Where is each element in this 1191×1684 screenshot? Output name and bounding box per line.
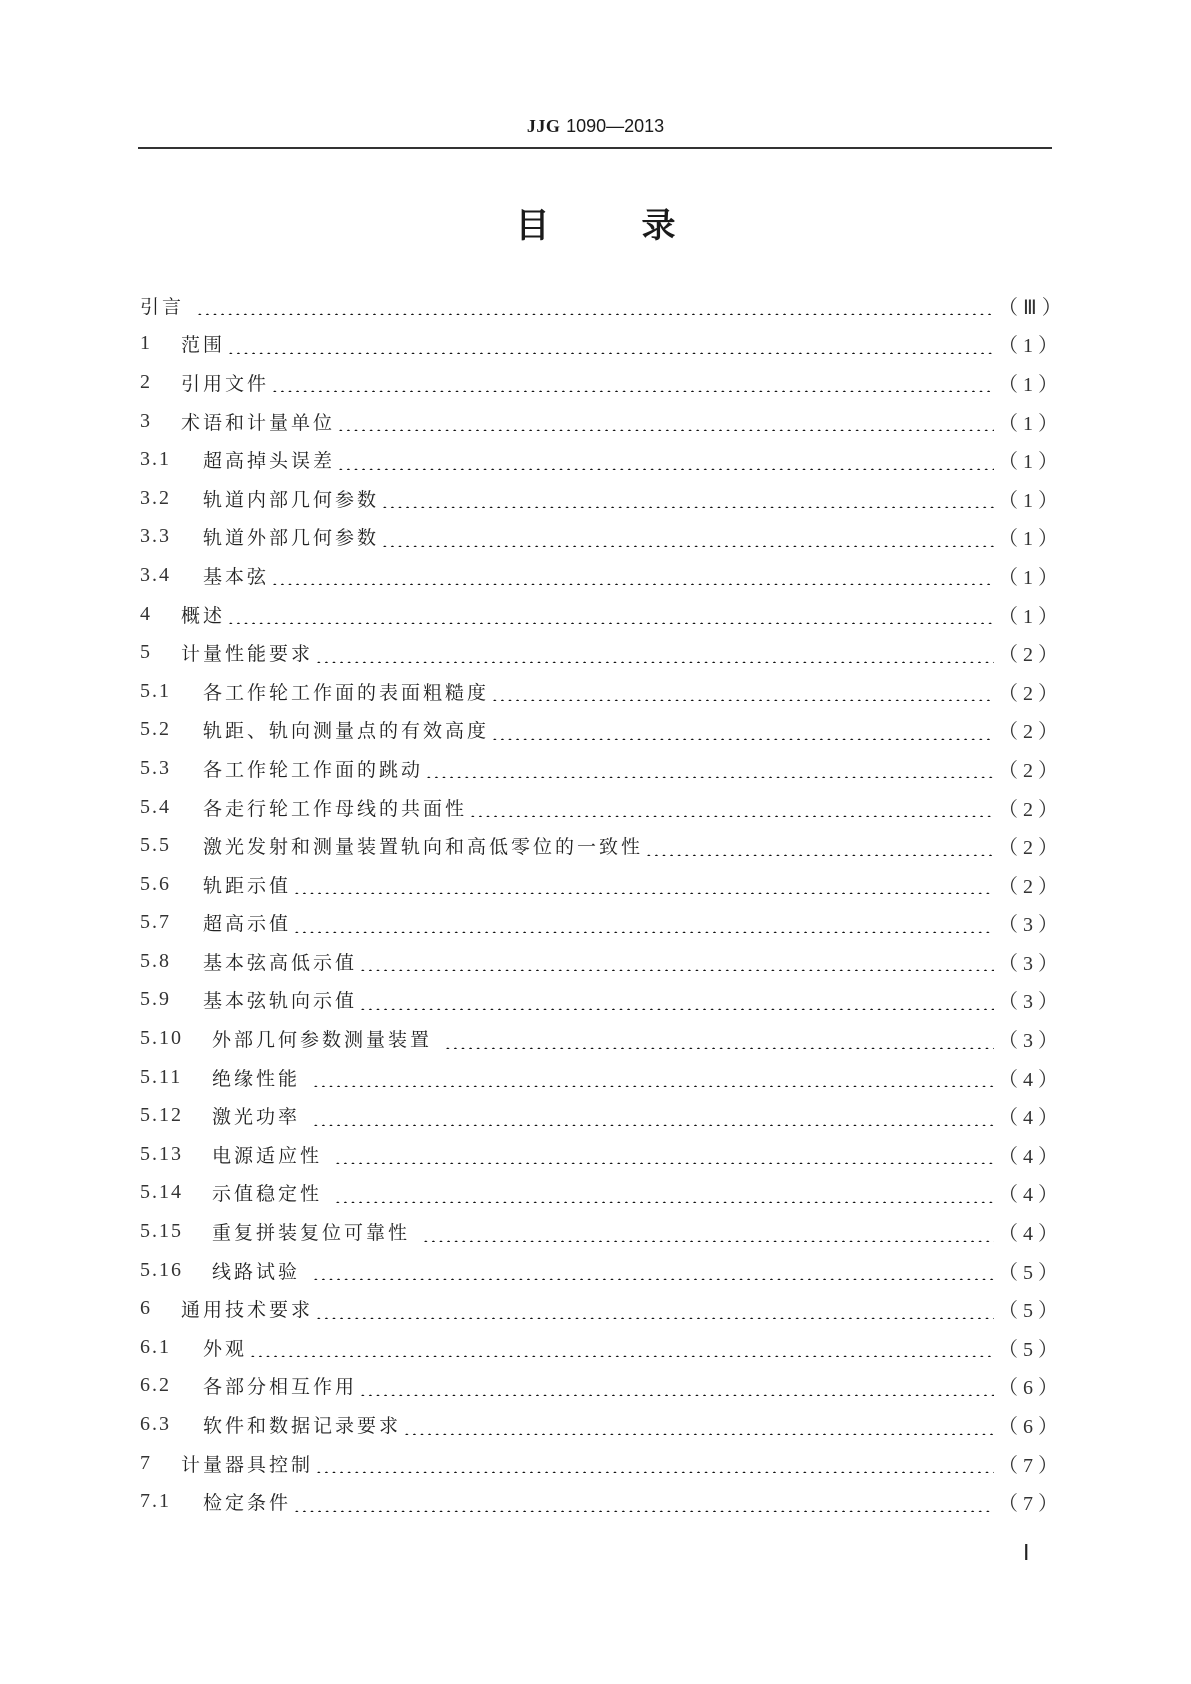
dot-leader: [381, 488, 994, 508]
toc-entry[interactable]: [140, 788, 1063, 827]
toc-entry-number: 5.14: [140, 1181, 183, 1204]
toc-entry-title: 基本弦高低示值: [203, 951, 358, 974]
toc-entry-title: 轨距、轨向测量点的有效高度: [203, 720, 490, 743]
toc-entry[interactable]: [140, 826, 1063, 865]
toc-entry[interactable]: [140, 1405, 1063, 1444]
toc-entry-number: 5.15: [140, 1220, 183, 1243]
dot-leader: [491, 720, 994, 740]
toc-entry-title: 各工作轮工作面的跳动: [203, 758, 424, 781]
title-char-1: 目: [515, 206, 550, 246]
toc-entry-title: 超高掉头误差: [203, 450, 336, 473]
toc-entry-page: （6）: [998, 1416, 1063, 1439]
standard-code: JJG: [526, 116, 561, 136]
toc-entry[interactable]: [140, 1212, 1063, 1251]
toc-entry-number: 5.5: [140, 834, 171, 857]
toc-entry-page: （2）: [998, 721, 1063, 744]
toc-entry-title: 各走行轮工作母线的共面性: [203, 797, 468, 820]
standard-number: 1090—2013: [566, 116, 665, 136]
toc-entry-page: （7）: [998, 1493, 1063, 1516]
toc-entry-number: 7: [140, 1451, 152, 1474]
dot-leader: [312, 1106, 994, 1126]
dot-leader: [249, 1337, 994, 1357]
page-folio: Ⅰ: [1023, 1540, 1030, 1565]
toc-entry-page: （3）: [998, 914, 1063, 937]
toc-entry-number: 5.12: [140, 1104, 183, 1127]
toc-entry[interactable]: [140, 1058, 1063, 1097]
toc-entry[interactable]: [140, 1251, 1063, 1290]
running-header: [0, 112, 1191, 141]
toc-entry-title: 线路试验: [212, 1260, 301, 1283]
dot-leader: [337, 411, 994, 431]
dot-leader: [359, 1376, 994, 1396]
dot-leader: [293, 913, 994, 933]
toc-entry-title: 各工作轮工作面的表面粗糙度: [203, 681, 490, 704]
toc-entry-title: 超高示值: [203, 913, 292, 936]
dot-leader: [444, 1029, 994, 1049]
toc-entry-number: 5.8: [140, 949, 171, 972]
toc-entry[interactable]: [140, 325, 1063, 364]
toc-entry-page: （7）: [998, 1454, 1063, 1477]
toc-entry-title: 基本弦: [203, 565, 270, 588]
dot-leader: [403, 1415, 994, 1435]
toc-entry-number: 6: [140, 1297, 152, 1320]
dot-leader: [227, 604, 994, 624]
toc-entry[interactable]: [140, 363, 1063, 402]
toc-entry-page: （1）: [998, 373, 1063, 396]
dot-leader: [359, 951, 994, 971]
toc-entry-page: （3）: [998, 952, 1063, 975]
toc-entry[interactable]: [140, 672, 1063, 711]
toc-entry-title: 术语和计量单位: [181, 411, 336, 434]
toc-entry-title: 轨距示值: [203, 874, 292, 897]
toc-entry-page: （2）: [998, 759, 1063, 782]
dot-leader: [312, 1260, 994, 1280]
toc-entry-title: 示值稳定性: [212, 1183, 323, 1206]
toc-entry[interactable]: [140, 1367, 1063, 1406]
dot-leader: [425, 758, 994, 778]
header-rule: [138, 147, 1052, 149]
toc-entry-title: 通用技术要求: [181, 1299, 314, 1322]
toc-entry-number: 6.2: [140, 1374, 171, 1397]
page-title: [0, 203, 1191, 249]
toc-entry-number: 3.1: [140, 448, 171, 471]
toc-entry-number: 5.3: [140, 756, 171, 779]
dot-leader: [293, 874, 994, 894]
toc-entry[interactable]: [140, 1174, 1063, 1213]
toc-entry[interactable]: [140, 904, 1063, 943]
toc-entry-number: 5.11: [140, 1065, 183, 1088]
toc-entry[interactable]: [140, 749, 1063, 788]
toc-entry-number: 5.13: [140, 1142, 183, 1165]
toc-entry-page: （1）: [998, 528, 1063, 551]
toc-entry[interactable]: [140, 402, 1063, 441]
toc-entry[interactable]: [140, 1135, 1063, 1174]
dot-leader: [271, 372, 994, 392]
toc-entry-title: 计量性能要求: [181, 643, 314, 666]
dot-leader: [334, 1183, 994, 1203]
toc-entry[interactable]: [140, 711, 1063, 750]
dot-leader: [337, 450, 994, 470]
toc-entry-title: 软件和数据记录要求: [203, 1415, 402, 1438]
toc-entry[interactable]: [140, 556, 1063, 595]
toc-entry-page: （2）: [998, 798, 1063, 821]
toc-entry-page: （4）: [998, 1145, 1063, 1168]
toc-entry-number: 6.1: [140, 1335, 171, 1358]
toc-entry-title: 检定条件: [203, 1492, 292, 1515]
toc-entry-page: （3）: [998, 1030, 1063, 1053]
dot-leader: [645, 836, 994, 856]
toc-entry-title: 绝缘性能: [212, 1067, 301, 1090]
toc-entry-number: 5.2: [140, 718, 171, 741]
toc-entry[interactable]: [140, 981, 1063, 1020]
toc-entry[interactable]: [140, 595, 1063, 634]
toc-entry-title: 外观: [203, 1337, 248, 1360]
toc-entry-title: 外部几何参数测量装置: [212, 1029, 433, 1052]
dot-leader: [469, 797, 994, 817]
toc-entry-page: （1）: [998, 489, 1063, 512]
toc-entry-title: 概述: [181, 604, 226, 627]
toc-entry[interactable]: [140, 1482, 1063, 1521]
dot-leader: [271, 565, 994, 585]
toc-entry-page: （5）: [998, 1338, 1063, 1361]
toc-entry-number: 5.16: [140, 1258, 183, 1281]
toc-entry[interactable]: [140, 286, 1067, 325]
toc-entry-title: 计量器具控制: [181, 1453, 314, 1476]
dot-leader: [196, 295, 994, 315]
toc-entry-number: 7.1: [140, 1490, 171, 1513]
toc-entry-page: （1）: [998, 605, 1063, 628]
dot-leader: [315, 1453, 994, 1473]
toc-entry-title: 重复拼装复位可靠性: [212, 1222, 411, 1245]
toc-entry-title: 激光发射和测量装置轨向和高低零位的一致性: [203, 836, 644, 859]
toc-entry-page: （3）: [998, 991, 1063, 1014]
toc-entry-page: （1）: [998, 335, 1063, 358]
dot-leader: [227, 334, 994, 354]
toc-entry-number: 3: [140, 409, 152, 432]
toc-entry-number: 3.4: [140, 563, 171, 586]
dot-leader: [381, 527, 994, 547]
toc-entry-title: 基本弦轨向示值: [203, 990, 358, 1013]
toc-entry-number: 5.7: [140, 911, 171, 934]
toc-entry[interactable]: [140, 440, 1063, 479]
toc-entry-number: 3.3: [140, 525, 171, 548]
toc-entry-number: 1: [140, 332, 152, 355]
toc-entry-page: （1）: [998, 566, 1063, 589]
toc-entry-page: （4）: [998, 1223, 1063, 1246]
toc-entry-number: 5.10: [140, 1027, 183, 1050]
toc-entry-page: （2）: [998, 875, 1063, 898]
toc-entry-title: 范围: [181, 334, 226, 357]
toc-entry-number: 5.1: [140, 679, 171, 702]
dot-leader: [491, 681, 994, 701]
toc-entry-number: 5.4: [140, 795, 171, 818]
toc-entry[interactable]: [140, 1289, 1063, 1328]
toc-entry-title: 引用文件: [181, 372, 270, 395]
toc-entry-page: （5）: [998, 1300, 1063, 1323]
toc-entry[interactable]: [140, 942, 1063, 981]
toc-entry-page: （4）: [998, 1068, 1063, 1091]
toc-entry-number: 5: [140, 641, 152, 664]
title-char-2: 录: [641, 206, 676, 246]
dot-leader: [312, 1067, 994, 1087]
dot-leader: [359, 990, 994, 1010]
table-of-contents: [140, 286, 1067, 1521]
toc-entry-title: 轨道外部几何参数: [203, 527, 380, 550]
toc-entry-title: 激光功率: [212, 1106, 301, 1129]
toc-entry-page: （2）: [998, 682, 1063, 705]
toc-entry-page: （6）: [998, 1377, 1063, 1400]
toc-entry[interactable]: [140, 1019, 1063, 1058]
toc-entry[interactable]: [140, 479, 1063, 518]
toc-entry-page: （Ⅲ）: [998, 296, 1067, 319]
toc-entry-title: 各部分相互作用: [203, 1376, 358, 1399]
toc-entry-page: （4）: [998, 1184, 1063, 1207]
toc-entry-page: （4）: [998, 1107, 1063, 1130]
toc-entry-page: （5）: [998, 1261, 1063, 1284]
toc-entry[interactable]: [140, 633, 1063, 672]
toc-entry-number: 6.3: [140, 1413, 171, 1436]
toc-entry-number: 5.6: [140, 872, 171, 895]
toc-entry[interactable]: [140, 1096, 1063, 1135]
toc-entry-page: （2）: [998, 837, 1063, 860]
dot-leader: [334, 1144, 994, 1164]
toc-entry-number: 5.9: [140, 988, 171, 1011]
dot-leader: [293, 1492, 994, 1512]
toc-entry[interactable]: [140, 865, 1063, 904]
dot-leader: [315, 643, 994, 663]
toc-entry-title: 引言: [140, 295, 185, 318]
toc-entry[interactable]: [140, 518, 1063, 557]
toc-entry[interactable]: [140, 1328, 1063, 1367]
toc-entry-title: 电源适应性: [212, 1144, 323, 1167]
toc-entry-page: （1）: [998, 451, 1063, 474]
toc-entry-number: 4: [140, 602, 152, 625]
toc-entry-number: 3.2: [140, 486, 171, 509]
toc-entry-page: （1）: [998, 412, 1063, 435]
toc-entry[interactable]: [140, 1444, 1063, 1483]
dot-leader: [315, 1299, 994, 1319]
toc-entry-title: 轨道内部几何参数: [203, 488, 380, 511]
toc-entry-page: （2）: [998, 644, 1063, 667]
toc-entry-number: 2: [140, 370, 152, 393]
dot-leader: [422, 1222, 994, 1242]
